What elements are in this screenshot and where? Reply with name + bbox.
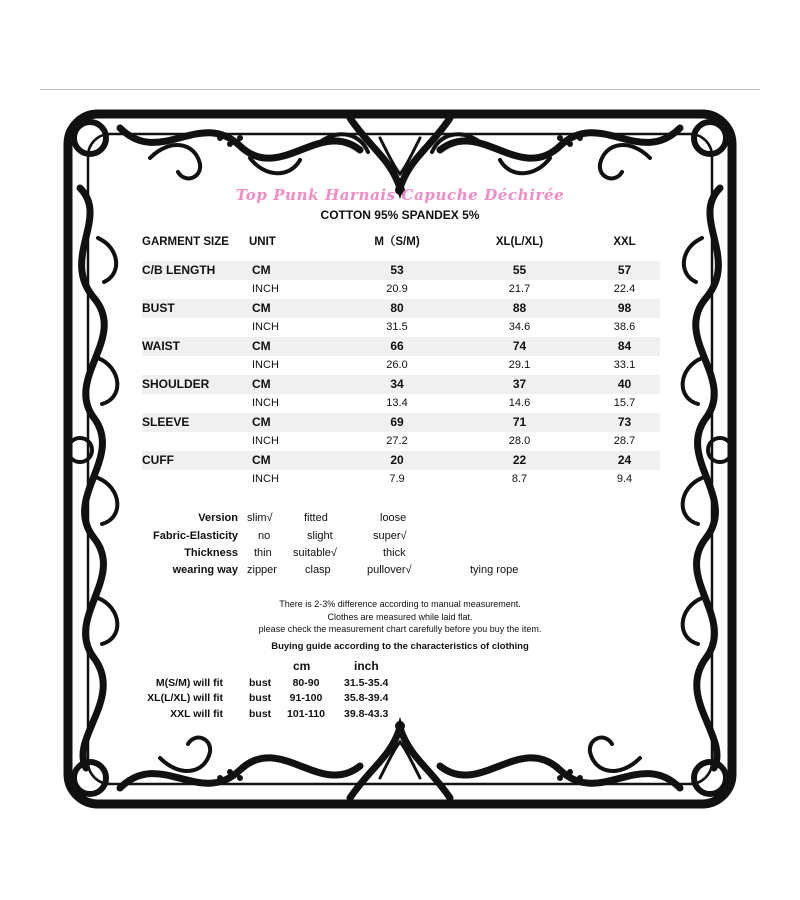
table-row	[142, 375, 660, 394]
attribute-option: fitted	[304, 512, 328, 524]
value-cell: 71	[512, 415, 527, 429]
unit-cell: INCH	[252, 283, 279, 295]
value-cell: 34	[390, 377, 404, 391]
attribute-option: slim√	[247, 512, 273, 524]
value-cell: 7.9	[389, 473, 405, 485]
value-cell: 14.6	[508, 397, 531, 409]
attribute-option: pullover√	[367, 564, 412, 576]
unit-cell: INCH	[252, 359, 279, 371]
note-line: Clothes are measured while laid flat.	[327, 611, 473, 622]
header-size-m: M（S/M)	[374, 236, 420, 248]
attribute-label: Thickness	[184, 547, 238, 559]
table-row	[142, 318, 660, 337]
attribute-option: thick	[383, 547, 406, 559]
value-cell: 57	[617, 263, 632, 277]
measurement-label: CUFF	[142, 453, 174, 467]
guide-row	[0, 692, 800, 707]
value-cell: 24	[617, 453, 632, 467]
guide-inch: 35.8-39.4	[344, 692, 389, 704]
unit-cell: CM	[252, 415, 271, 429]
attribute-label: Version	[198, 512, 238, 524]
value-cell: 9.4	[616, 473, 633, 485]
attribute-row-thickness	[0, 547, 800, 564]
attribute-option: suitable√	[293, 547, 337, 559]
value-cell: 69	[390, 415, 404, 429]
guide-inch: 39.8-43.3	[344, 708, 389, 720]
attribute-row-elasticity	[0, 530, 800, 547]
guide-inch: 31.5-35.4	[344, 677, 389, 689]
value-cell: 29.1	[508, 359, 531, 371]
value-cell: 53	[390, 263, 404, 277]
attribute-row-version	[0, 512, 800, 529]
value-cell: 88	[512, 301, 527, 315]
table-row	[142, 413, 660, 432]
value-cell: 20	[390, 453, 404, 467]
measurement-notes	[0, 598, 800, 636]
unit-cell: CM	[252, 263, 271, 277]
value-cell: 31.5	[386, 321, 408, 333]
size-table	[142, 232, 660, 489]
guide-part: bust	[249, 677, 272, 689]
guide-model: M(S/M) will fit	[155, 677, 223, 689]
value-cell: 8.7	[511, 473, 528, 485]
measurement-label: C/B LENGTH	[142, 263, 216, 277]
unit-cell: INCH	[252, 397, 279, 409]
note-line: There is 2-3% difference according to manual measurement.	[279, 599, 521, 609]
attribute-option: no	[258, 530, 271, 542]
table-row	[142, 299, 660, 318]
unit-cell: INCH	[252, 321, 279, 333]
table-row	[142, 432, 660, 451]
guide-header-inch: inch	[354, 659, 379, 673]
measurement-label: WAIST	[142, 339, 180, 353]
header-garment-size: GARMENT SIZE	[142, 236, 229, 248]
value-cell: 21.7	[508, 283, 531, 295]
table-row	[142, 356, 660, 375]
fabric-composition: COTTON 95% SPANDEX 5%	[320, 208, 480, 222]
measurement-label: SLEEVE	[142, 415, 190, 429]
size-table-header	[142, 232, 660, 256]
header-size-xl: XL(L/XL)	[495, 236, 544, 248]
guide-cm: 80-90	[292, 677, 320, 689]
value-cell: 22.4	[613, 283, 636, 295]
attribute-label: wearing way	[172, 564, 238, 576]
guide-model: XXL will fit	[170, 708, 223, 720]
value-cell: 80	[390, 301, 404, 315]
attribute-label: Fabric-Elasticity	[153, 530, 238, 542]
value-cell: 74	[512, 339, 527, 353]
unit-cell: CM	[252, 377, 271, 391]
guide-cm: 101-110	[287, 708, 325, 720]
attribute-option: loose	[380, 512, 407, 524]
table-row	[142, 261, 660, 280]
attribute-option: slight	[307, 530, 333, 542]
unit-cell: CM	[252, 301, 271, 315]
value-cell: 38.6	[613, 321, 636, 333]
value-cell: 55	[512, 263, 527, 277]
attribute-row-wearing-way	[0, 564, 800, 581]
table-row	[142, 337, 660, 356]
guide-row	[0, 677, 800, 692]
attribute-option: thin	[254, 547, 272, 559]
attribute-option: tying rope	[470, 564, 519, 576]
guide-part: bust	[249, 692, 272, 704]
value-cell: 15.7	[613, 397, 636, 409]
value-cell: 84	[617, 339, 632, 353]
value-cell: 66	[390, 339, 404, 353]
guide-model: XL(L/XL) will fit	[147, 692, 223, 704]
attribute-option: super√	[373, 530, 407, 542]
guide-cm: 91-100	[289, 692, 323, 704]
attribute-option: clasp	[305, 564, 331, 576]
value-cell: 26.0	[386, 359, 408, 371]
value-cell: 34.6	[508, 321, 531, 333]
value-cell: 98	[617, 301, 632, 315]
measurement-label: BUST	[142, 301, 175, 315]
value-cell: 20.9	[386, 283, 408, 295]
value-cell: 22	[512, 453, 527, 467]
measurement-label: SHOULDER	[142, 377, 210, 391]
value-cell: 28.0	[508, 435, 531, 447]
product-title: Top Punk Harnais Capuche Déchirée	[235, 186, 565, 204]
value-cell: 73	[617, 415, 632, 429]
value-cell: 27.2	[386, 435, 408, 447]
unit-cell: CM	[252, 453, 271, 467]
guide-header-cm: cm	[293, 659, 311, 673]
header-unit: UNIT	[249, 236, 276, 248]
table-row	[142, 280, 660, 299]
unit-cell: INCH	[252, 473, 279, 485]
buying-guide-title: Buying guide according to the characteristics of clothing	[271, 641, 529, 652]
note-line: please check the measurement chart carefully before you buy the item.	[258, 624, 542, 634]
attribute-option: zipper	[247, 564, 277, 576]
value-cell: 37	[512, 377, 527, 391]
value-cell: 13.4	[386, 397, 408, 409]
value-cell: 33.1	[613, 359, 636, 371]
table-row	[142, 451, 660, 470]
guide-part: bust	[249, 708, 272, 720]
value-cell: 28.7	[613, 435, 636, 447]
guide-row	[0, 708, 800, 723]
header-size-xxl: XXL	[613, 236, 636, 248]
unit-cell: CM	[252, 339, 271, 353]
table-row	[142, 470, 660, 489]
unit-cell: INCH	[252, 435, 279, 447]
value-cell: 40	[617, 377, 632, 391]
table-row	[142, 394, 660, 413]
